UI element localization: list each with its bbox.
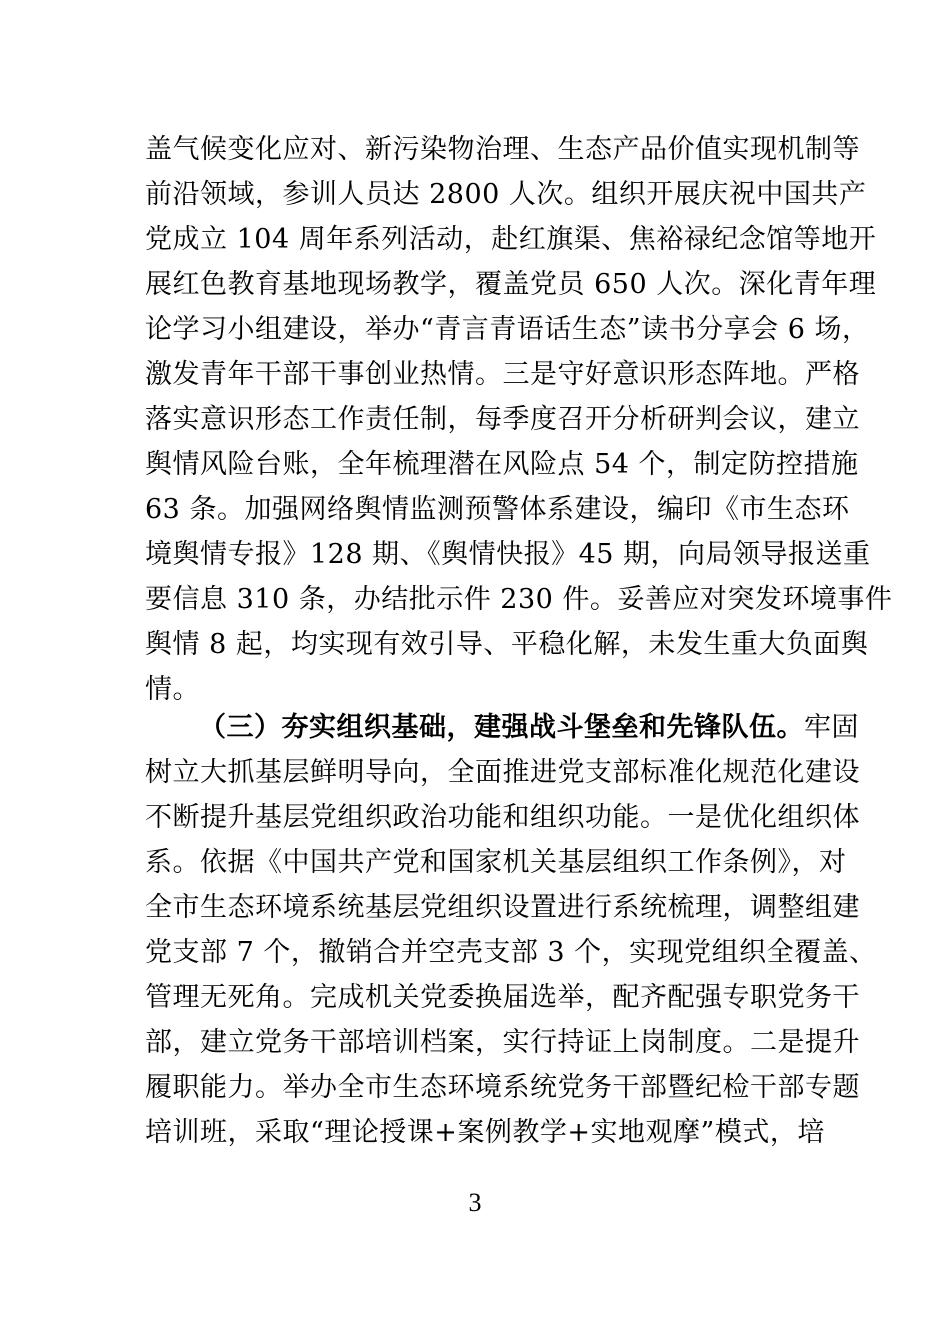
text-line: 落实意识形态工作责任制，每季度召开分析研判会议，建立 (145, 404, 860, 435)
text-line: 管理无死角。完成机关党委换届选举，配齐配强专职党务干 (145, 982, 860, 1013)
text-line: 境舆情专报》128 期、《舆情快报》45 期，向局领导报送重 (145, 539, 871, 570)
text-line: 不断提升基层党组织政治功能和组织功能。一是优化组织体 (145, 802, 860, 833)
text-line: 培训班，采取“理论授课+案例教学+实地观摩”模式，培 (145, 1117, 825, 1148)
text-line: 63 条。加强网络舆情监测预警体系建设，编印《市生态环 (145, 494, 850, 525)
text-line: 情。 (145, 674, 200, 705)
text-line: 履职能力。举办全市生态环境系统党务干部暨纪检干部专题 (145, 1072, 860, 1103)
text-line: 展红色教育基地现场教学，覆盖党员 650 人次。深化青年理 (145, 269, 877, 300)
text-line: 系。依据《中国共产党和国家机关基层组织工作条例》，对 (145, 847, 847, 878)
heading-line-rest: 牢固 (804, 712, 859, 743)
text-line: 党成立 104 周年系列活动，赴红旗渠、焦裕禄纪念馆等地开 (145, 224, 877, 255)
paragraph-first-line (199, 706, 859, 750)
text-line: 激发青年干部干事创业热情。三是守好意识形态阵地。严格 (145, 359, 860, 390)
text-line: 要信息 310 条，办结批示件 230 件。妥善应对突发环境事件 (145, 584, 893, 615)
text-line: 论学习小组建设，举办“青言青语话生态”读书分享会 6 场， (145, 314, 870, 345)
text-line: 党支部 7 个，撤销合并空壳支部 3 个，实现党组织全覆盖、 (145, 937, 877, 968)
text-line: 树立大抓基层鲜明导向，全面推进党支部标准化规范化建设 (145, 757, 860, 788)
text-line: 全市生态环境系统基层党组织设置进行系统梳理，调整组建 (145, 892, 860, 923)
text-line: 舆情风险台账，全年梳理潜在风险点 54 个，制定防控措施 (145, 449, 859, 480)
text-line: 部，建立党务干部培训档案，实行持证上岗制度。二是提升 (145, 1027, 860, 1058)
text-line: 盖气候变化应对、新污染物治理、生态产品价值实现机制等 (145, 134, 860, 165)
text-line: 舆情 8 起，均实现有效引导、平稳化解，未发生重大负面舆 (145, 629, 869, 660)
page-number: 3 (468, 1188, 482, 1217)
section-heading: （三）夯实组织基础，建强战斗堡垒和先锋队伍。 (199, 712, 804, 743)
text-line: 前沿领域，参训人员达 2800 人次。组织开展庆祝中国共产 (145, 179, 867, 210)
